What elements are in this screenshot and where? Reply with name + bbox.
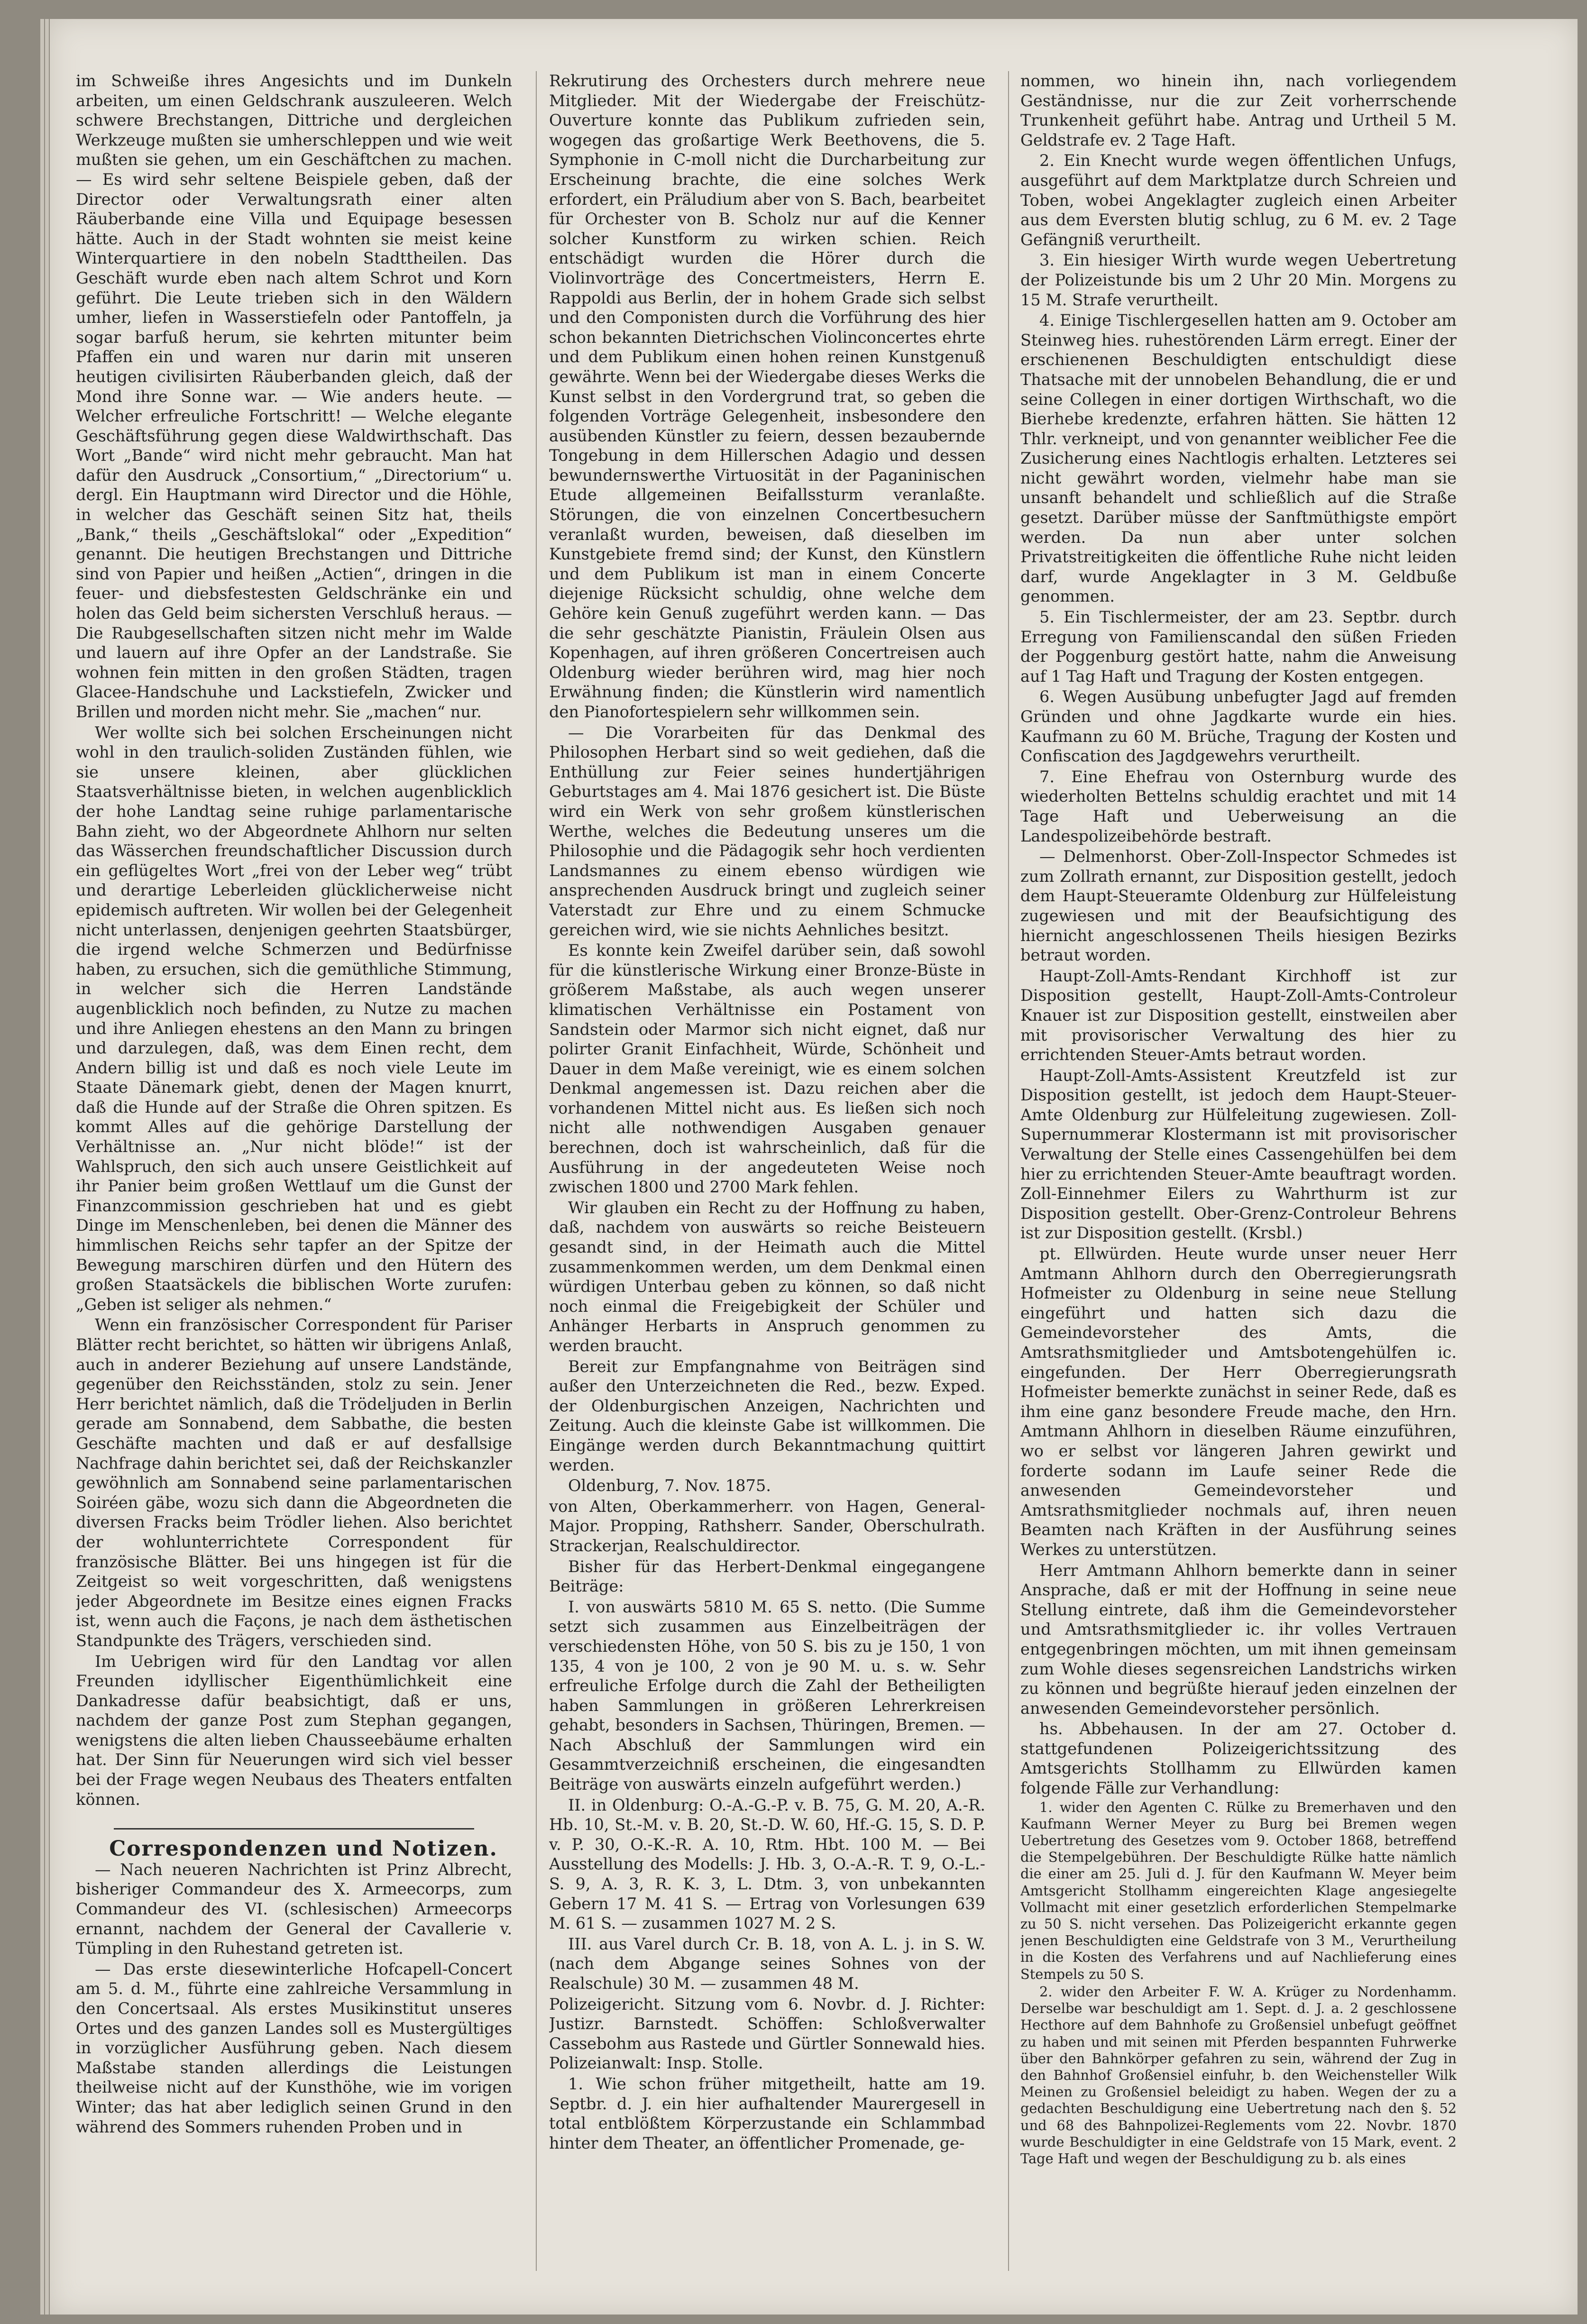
paragraph: — Die Vorarbeiten für das Denkmal des Philosophen Herbart sind so weit gediehen, daß die Enthüllung zur Feier seines hundertjährigen Geburtstages am 4. Mai 1876 gesichert ist. Die Büste wird ein Werk von sehr großem künstlerischen Werthe, welches die Bedeutung unseres um die Philosophie und die Pädagogik sehr hoch verdienten Landsmannes zu einem ebenso würdigen wie ansprechenden Ausdruck bringt und zugleich seiner Vaterstadt zur Ehre und zu einem Schmucke gereichen wird, wie sie nichts Aehnliches besitzt. bbox=[549, 723, 985, 939]
paragraph: 5. Ein Tischlermeister, der am 23. Septbr. durch Erregung von Familienscandal den süßen Frieden der Poggenburg gestört hatte, nahm die Anweisung auf 1 Tag Haft und Tragung der Kosten entgegen. bbox=[1020, 608, 1457, 686]
paragraph: I. von auswärts 5810 M. 65 S. netto. (Die Summe setzt sich zusammen aus Einzelbeiträgen der verschiedensten Höhe, von 50 S. bis zu je 150, 1 von 135, 4 von je 100, 2 von je 90 M. u. s. w. Sehr erfreuliche Erfolge durch die Zahl der Betheiligten haben Sammlungen in größeren Lehrerkreisen gehabt, besonders in Sachsen, Thüringen, Bremen. — Nach Abschluß der Sammlungen wird ein Gesammtverzeichniß erscheinen, die eingesandten Beiträge von auswärts einzeln aufgeführt werden.) bbox=[549, 1597, 985, 1794]
paragraph: 4. Einige Tischlergesellen hatten am 9. October am Steinweg hies. ruhestörenden Lärm erregt. Einer der erschienenen Beschuldigten entschuldigt diese Thatsache mit der unnobelen Behandlung, die er und seine Collegen in einer dortigen Wirthschaft, wo die Bierhebe kredenzte, erfahren hätten. Sie hätten 12 Thlr. verkneipt, und von genannter weiblicher Fee die Zusicherung eines Nachtlogis erhalten. Letzteres sei nicht gewährt worden, vielmehr habe man sie unsanft behandelt und schließlich auf die Straße gesetzt. Darüber müsse der Sanftmüthigste empört werden. Da nun aber unter solchen Privatstreitigkeiten die öffentliche Ruhe nicht leiden darf, wurde Angeklagter in 3 M. Geldbuße genommen. bbox=[1020, 311, 1457, 606]
signatories: von Alten, Oberkammerherr. von Hagen, General-Major. Propping, Rathsherr. Sander, Oberschulrath. Strackerjan, Realschuldirector. bbox=[549, 1497, 985, 1555]
paragraph: Polizeigericht. Sitzung vom 6. Novbr. d. J. Richter: Justizr. Barnstedt. Schöffen: Schloßverwalter Cassebohm aus Rastede und Gürtler Sonnewald hies. Polizeianwalt: Insp. Stolle. bbox=[549, 1995, 985, 2073]
page-edge bbox=[45, 19, 49, 2315]
dateline: Oldenburg, 7. Nov. 1875. bbox=[568, 1476, 771, 1495]
paragraph: — Nach neueren Nachrichten ist Prinz Albrecht, bisheriger Commandeur des X. Armeecorps, zum Commandeur des VI. (schlesischen) Armeecorps ernannt, nachdem der General der Cavallerie v. Tümpling in den Ruhestand getreten ist. bbox=[76, 1860, 512, 1958]
section-divider bbox=[114, 1828, 474, 1830]
paragraph: Bereit zur Empfangnahme von Beiträgen sind außer den Unterzeichneten die Red., bezw. Exped. der Oldenburgischen Anzeigen, Nachrichten und Zeitung. Auch die kleinste Gabe ist willkommen. Die Eingänge werden durch Bekanntmachung quittirt werden. bbox=[549, 1357, 985, 1474]
section-heading: Correspondenzen und Notizen. bbox=[109, 1837, 498, 1861]
paragraph: Bisher für das Herbert-Denkmal eingegangene Beiträge: bbox=[549, 1557, 985, 1596]
column-1 bbox=[76, 71, 512, 2271]
paragraph: II. in Oldenburg: O.-A.-G.-P. v. B. 75, G. M. 20, A.-R. Hb. 10, St.-M. v. B. 20, St.-D. W. 60, Hf.-G. 15, S. D. P. v. P. 30, O.-K.-R. A. 10, Rtm. Hbt. 100 M. — Bei Ausstellung des Modells: J. Hb. 3, O.-A.-R. T. 9, O.-L.-S. 9, A. 3, R. K. 3, L. Dtm. 3, von unbekannten Gebern 17 M. 41 S. — Ertrag von Vorlesungen 639 M. 61 S. — zusammen 1027 M. 2 S. bbox=[549, 1795, 985, 1933]
paragraph: Es konnte kein Zweifel darüber sein, daß sowohl für die künstlerische Wirkung einer Bronze-Büste in größerem Maßstabe, als auch wegen unserer klimatischen Verhältnisse ein Postament von Sandstein oder Marmor sich nicht eignet, daß nur polirter Granit Einfachheit, Würde, Schönheit und Dauer in dem Maße vereinigt, wie es einem solchen Denkmal angemessen ist. Dazu reichen aber die vorhandenen Mittel nicht aus. Es ließen sich noch nicht alle nothwendigen Ausgaben genauer berechnen, doch ist wahrscheinlich, daß für die Ausführung in der angedeuteten Weise noch zwischen 1800 und 2700 Mark fehlen. bbox=[549, 941, 985, 1197]
column-3 bbox=[1020, 71, 1457, 2271]
paragraph: 7. Eine Ehefrau von Osternburg wurde des wiederholten Bettelns schuldig erachtet und mit 14 Tage Haft und Ueberweisung an die Landespolizeibehörde bestraft. bbox=[1020, 767, 1457, 845]
column-rule bbox=[536, 71, 537, 2271]
paragraph: Wer wollte sich bei solchen Erscheinungen nicht wohl in den traulich-soliden Zuständen fühlen, wie sie unsere kleinen, aber glücklichen Staatsverhältnisse bieten, in welchen augenblicklich der hohe Landtag seine ruhige parlamentarische Bahn zieht, wo der Abgeordnete Ahlhorn nur selten das Wässerchen freundschaftlicher Discussion durch ein geflügeltes Wort „frei von der Leber weg“ trübt und derartige Leberleiden glücklicherweise nicht epidemisch auftreten. Wir wollen bei der Gelegenheit nicht unterlassen, denjenigen geehrten Staatsbürger, die irgend welche Schmerzen und Bedürfnisse haben, zu ersuchen, sich die gemüthliche Stimmung, in welcher sich die Herren Landstände augenblicklich noch befinden, zu Nutze zu machen und ihre Anliegen ehestens an den Mann zu bringen und darzulegen, daß, was dem Einen recht, dem Andern billig ist und daß es noch viele Leute im Staate Dänemark giebt, denen der Magen knurrt, daß die Hunde auf der Straße die Ohren spitzen. Es kommt Alles auf die gehörige Darstellung der Verhältnisse an. „Nur nicht blöde!“ ist der Wahlspruch, den sich auch unsere Geistlichkeit auf ihr Panier beim großen Wettlauf um die Gunst der Finanzcommission geschrieben hat und es giebt Dinge im Menschenleben, bei denen die Männer des himmlischen Reichs sehr tapfer an der Spitze der Bewegung marschiren dürfen und den Hütern des großen Staatsäckels die biblischen Worte zurufen: „Geben ist seliger als nehmen.“ bbox=[76, 723, 512, 1314]
paragraph: 2. Ein Knecht wurde wegen öffentlichen Unfugs, ausgeführt auf dem Marktplatze durch Schreien und Toben, wobei Angeklagter zugleich einen Arbeiter aus dem Eversten blutig schlug, zu 6 M. ev. 2 Tage Gefängniß verurtheilt. bbox=[1020, 151, 1457, 249]
paragraph: Herr Amtmann Ahlhorn bemerkte dann in seiner Ansprache, daß er mit der Hoffnung in seine neue Stellung eintrete, daß ihm die Gemeindevorsteher und Amtsrathsmitglieder ic. ihr volles Vertrauen entgegenbringen möchten, um mit ihnen gemeinsam zum Wohle dieses segensreichen Landstrichs wirken zu können und begrüßte hierauf jeden einzelnen der anwesenden Gemeindevorsteher persönlich. bbox=[1020, 1561, 1457, 1718]
paragraph: Wenn ein französischer Correspondent für Pariser Blätter recht berichtet, so hätten wir übrigens Anlaß, auch in anderer Beziehung auf unsere Landstände, gegenüber den Reichsständen, stolz zu sein. Jener Herr berichtet nämlich, daß die Trödeljuden in Berlin gerade am Sonnabend, dem Sabbathe, die besten Geschäfte machten und daß er auf desfallsige Nachfrage dahin berichtet sei, daß der Reichskanzler gewöhnlich am Sonnabend seine parlamentarischen Soiréen gäbe, wozu sich dann die Abgeordneten die diversen Fracks beim Trödler liehen. Also berichtet der wohlunterrichtete Correspondent für französische Blätter. Bei uns hingegen ist für die Zeitgeist so weit vorgeschritten, daß wenigstens jeder Abgeordnete im Besitze eines eignen Fracks ist, wenn auch die Façons, je nach dem ästhetischen Standpunkte des Trägers, verschieden sind. bbox=[76, 1316, 512, 1650]
page-edge bbox=[40, 19, 44, 2315]
paragraph: Im Uebrigen wird für den Landtag vor allen Freunden idyllischer Eigenthümlichkeit eine Dankadresse dafür beabsichtigt, daß er uns, nachdem der ganze Post zum Stephan gegangen, wenigstens die alten lieben Chausseebäume erhalten hat. Der Sinn für Neuerungen wird sich viel besser bei der Frage wegen Neubaus des Theaters entfalten können. bbox=[76, 1652, 512, 1809]
paragraph: 3. Ein hiesiger Wirth wurde wegen Uebertretung der Polizeistunde bis um 2 Uhr 20 Min. Morgens zu 15 M. Strafe verurtheilt. bbox=[1020, 251, 1457, 309]
paragraph: 1. Wie schon früher mitgetheilt, hatte am 19. Septbr. d. J. ein hier aufhaltender Maurergesell in total entblößtem Körperzustande ein Schlammbad hinter dem Theater, an öffentlicher Promenade, ge- bbox=[549, 2074, 985, 2152]
paragraph: pt. Ellwürden. Heute wurde unser neuer Herr Amtmann Ahlhorn durch den Oberregierungsrath Hofmeister zu Oldenburg in seine neue Stellung eingeführt und hatten sich dazu die Gemeindevorsteher des Amts, die Amtsrathsmitglieder und Amtsbotengehülfen ic. eingefunden. Der Herr Oberregierungsrath Hofmeister bemerkte zunächst in seiner Rede, daß es ihm eine ganz besondere Freude mache, den Hrn. Amtmann Ahlhorn in dieselben Räume einzuführen, wo er selbst vor längeren Jahren gewirkt und forderte sodann im Laufe seiner Rede die anwesenden Gemeindevorsteher und Amtsrathsmitglieder nochmals auf, ihren neuen Beamten nach Kräften in der Ausführung seines Werkes zu unterstützen. bbox=[1020, 1244, 1457, 1559]
paragraph: Haupt-Zoll-Amts-Rendant Kirchhoff ist zur Disposition gestellt, Haupt-Zoll-Amts-Controleur Knauer ist zur Disposition gestellt, einstweilen aber mit provisorischer Verwaltung des hier zu errichtenden Steuer-Amts betraut worden. bbox=[1020, 966, 1457, 1064]
paragraph: — Das erste diesewinterliche Hofcapell-Concert am 5. d. M., führte eine zahlreiche Versammlung in den Concertsaal. Als erstes Musikinstitut unseres Ortes und des ganzen Landes soll es Mustergültiges in vorzüglicher Ausführung geben. Nach diesem Maßstabe standen allerdings die Leistungen theilweise nicht auf der Kunsthöhe, wie im vorigen Winter; das hat aber lediglich seinen Grund in den während des Sommers ruhenden Proben und in bbox=[76, 1959, 512, 2136]
paragraph: III. aus Varel durch Cr. B. 18, von A. L. j. in S. W. (nach dem Abgange seines Sohnes von der Realschule) 30 M. — zusammen 48 M. bbox=[549, 1934, 985, 1993]
column-2 bbox=[549, 71, 985, 2271]
paragraph: — Delmenhorst. Ober-Zoll-Inspector Schmedes ist zum Zollrath ernannt, zur Disposition gestellt, jedoch dem Haupt-Steueramte Oldenburg zur Hülfeleistung zugewiesen und mit der Beaufsichtigung des hiernicht angeschlossenen Theils hiesigen Bezirks betraut worden. bbox=[1020, 847, 1457, 965]
paragraph: nommen, wo hinein ihn, nach vorliegendem Geständnisse, nur die zur Zeit vorherrschende Trunkenheit geführt habe. Antrag und Urtheil 5 M. Geldstrafe ev. 2 Tage Haft. bbox=[1020, 72, 1457, 149]
paragraph: Wir glauben ein Recht zu der Hoffnung zu haben, daß, nachdem von auswärts so reiche Beisteuern gesandt sind, in der Heimath auch die Mittel zusammenkommen werden, um dem Denkmal einen würdigen Unterbau geben zu können, so daß nicht noch einmal die Freigebigkeit der Schüler und Anhänger Herbarts in Anspruch genommen zu werden braucht. bbox=[549, 1198, 985, 1355]
paragraph: 6. Wegen Ausübung unbefugter Jagd auf fremden Gründen und ohne Jagdkarte wurde ein hies. Kaufmann zu 60 M. Brüche, Tragung der Kosten und Confiscation des Jagdgewehrs verurtheilt. bbox=[1020, 687, 1457, 766]
paragraph: im Schweiße ihres Angesichts und im Dunkeln arbeiten, um einen Geldschrank auszuleeren. Welch schwere Brechstangen, Dittriche und dergleichen Werkzeuge mußten sie umherschleppen und wie weit mußten sie gehen, um ein Geschäftchen zu machen. — Es wird sehr seltene Beispiele geben, daß der Director oder Verwaltungsrath einer alten Räuberbande eine Villa und Equipage besessen hätte. Auch in der Stadt wohnten sie meist keine Winterquartiere in den nobeln Stadttheilen. Das Geschäft wurde eben nach altem Schrot und Korn geführt. Die Leute trieben sich in den Wäldern umher, liefen in Wasserstiefeln oder Pantoffeln, ja sogar barfuß herum, sie kehrten mitunter beim Pfaffen ein und waren nur darin mit unseren heutigen civilisirten Räuberbanden gleich, daß der Mond ihre Sonne war. — Wie anders heute. — Welcher erfreuliche Fortschritt! — Welche elegante Geschäftsführung gegen diese Waldwirthschaft. Das Wort „Bande“ wird nicht mehr gebraucht. Man hat dafür den Ausdruck „Consortium,“ „Directorium“ u. dergl. Ein Hauptmann wird Director und die Höhle, in welcher das Geschäft seinen Sitz hat, theils „Bank,“ theils „Geschäftslokal“ oder „Expedition“ genannt. Die heutigen Brechstangen und Dittriche sind von Papier und heißen „Actien“, dringen in die feuer- und diebsfestesten Geldschränke ein und holen das Geld beim sichersten Verschluß heraus. — Die Raubgesellschaften sitzen nicht mehr im Walde und lauern auf ihre Opfer an der Landstraße. Sie wohnen fein mitten in den großen Städten, tragen Glacee-Handschuhe und Lackstiefeln, Zwicker und Brillen und morden nicht mehr. Sie „machen“ nur. bbox=[76, 72, 512, 721]
paragraph: Haupt-Zoll-Amts-Assistent Kreutzfeld ist zur Disposition gestellt, ist jedoch dem Haupt-Steuer-Amte Oldenburg zur Hülfeleitung zugewiesen. Zoll-Supernummerar Klostermann ist mit provisorischer Verwaltung der Stelle eines Cassengehülfen bei dem hier zu errichtenden Steuer-Amte beauftragt worden. Zoll-Einnehmer Eilers zu Wahrthurm ist zur Disposition gestellt. Ober-Grenz-Controleur Behrens ist zur Disposition gestellt. (Krsbl.) bbox=[1020, 1066, 1457, 1243]
paragraph: hs. Abbehausen. In der am 27. October d. stattgefundenen Polizeigerichtssitzung des Amtsgerichts Stollhamm zu Ellwürden kamen folgende Fälle zur Verhandlung: bbox=[1020, 1720, 1457, 1798]
paragraph: Rekrutirung des Orchesters durch mehrere neue Mitglieder. Mit der Wiedergabe der Freischütz-Ouverture konnte das Publikum zufrieden sein, wogegen das großartige Werk Beethovens, die 5. Symphonie in C-moll nicht die Durcharbeitung zur Erscheinung brachte, die eine solches Werk erfordert, ein Präludium aber von S. Bach, bearbeitet für Orchester von B. Scholz nur auf die Kenner solcher Kunstform zu wirken schien. Reich entschädigt wurden die Hörer durch die Violinvorträge des Concertmeisters, Herrn E. Rappoldi aus Berlin, der in hohem Grade sich selbst und den Componisten durch die Vorführung des hier schon bekannten Dietrichschen Violinconcertes ehrte und dem Publikum einen hohen reinen Kunstgenuß gewährte. Wenn bei der Wiedergabe dieses Werks die Kunst selbst in den Vordergrund trat, so geben die folgenden Vorträge Gelegenheit, insbesondere den ausübenden Künstler zu feiern, dessen bezaubernde Tongebung in dem Hillerschen Adagio und dessen bewundernswerthe Virtuosität in der Paganinischen Etude allgemeinen Beifallssturm veranlaßte. Störungen, die von einzelnen Concertbesuchern veranlaßt wurden, beweisen, daß dieselben im Kunstgebiete fremd sind; der Kunst, den Künstlern und dem Publikum ist man in einem Concerte diejenige Rücksicht schuldig, ohne welche dem Gehöre kein Genuß zugeführt werden kann. — Das die sehr geschätzte Pianistin, Fräulein Olsen aus Kopenhagen, auf ihren größeren Concertreisen auch Oldenburg wieder berühren wird, mag hier noch Erwähnung finden; die Künstlerin wird namentlich den Pianofortespielern sehr willkommen sein. bbox=[549, 72, 985, 721]
column-rule bbox=[1008, 71, 1009, 2271]
paragraph: 2. wider den Arbeiter F. W. A. Krüger zu Nordenhamm. Derselbe war beschuldigt am 1. Sept. d. J. a. 2 geschlossene Hecthore auf dem Bahnhofe zu Großensiel unbefugt geöffnet zu haben und mit seinen mit Pferden bespannten Fuhrwerke über den Bahnkörper gefahren zu sein, während der Zug in den Bahnhof Großensiel einfuhr, b. den Weichensteller Wilk Meinen zu Großensiel beleidigt zu haben. Wegen der zu a gedachten Beschuldigung eine Uebertretung nach den §. 52 und 68 des Bahnpolizei-Reglements vom 22. Novbr. 1870 wurde Beschuldigter in eine Geldstrafe von 15 Mark, event. 2 Tage Haft und wegen der Beschuldigung zu b. als eines bbox=[1020, 1983, 1457, 2167]
paragraph: 1. wider den Agenten C. Rülke zu Bremerhaven und den Kaufmann Werner Meyer zu Burg bei Bremen wegen Uebertretung des Gesetzes vom 9. October 1868, betreffend die Stempelgebühren. Der Beschuldigte Rülke hatte nämlich die einer am 25. Juli d. J. für den Kaufmann W. Meyer beim Amtsgericht Stollhamm eingereichten Klage angesiegelte Vollmacht mit einer gesetzlich erforderlichen Stempelmarke zu 50 S. nicht versehen. Das Polizeigericht erkannte gegen jenen Beschuldigten eine Geldstrafe von 3 M., Verurtheilung in die Kosten des Verfahrens und auf Nachlieferung eines Stempels zu 50 S. bbox=[1020, 1799, 1457, 1982]
